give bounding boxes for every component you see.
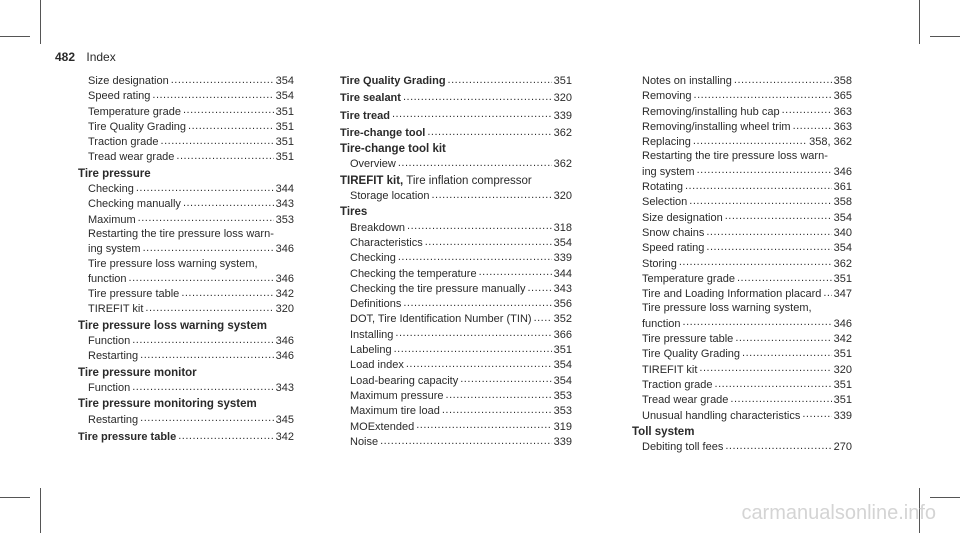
index-entry: Restarting ..... 345 [78,412,294,427]
index-entry: Traction grade ..... 351 [632,377,852,392]
crop-mark [930,497,960,498]
index-entry: Replacing ..... 358, 362 [632,134,852,149]
watermark: carmanualsonline.info [741,502,936,524]
index-entry-line: Restarting the tire pressure loss warn- [642,150,828,163]
index-column-2 [340,73,572,449]
crop-mark [930,36,960,37]
index-entry: Overview ..... 362 [340,156,572,171]
index-heading-entry: Tire sealant ..... 320 [340,90,572,105]
index-heading: Tires [340,206,368,219]
index-entry: function ..... 346 [78,271,294,286]
index-entry: Checking the tire pressure manually ..... 343 [340,281,572,296]
index-entry: Installing ..... 366 [340,327,572,342]
index-entry-line: Restarting the tire pressure loss warn- [88,227,274,240]
index-entry: Debiting toll fees ..... 270 [632,439,852,454]
index-entry: TIREFIT kit ..... 320 [78,301,294,316]
index-entry: Removing/installing hub cap ..... 363 [632,104,852,119]
index-entry: Tire Quality Grading ..... 351 [78,119,294,134]
index-entry: Tire and Loading Information placard ..... 347 [632,286,852,301]
index-entry: Removing ..... 365 [632,88,852,103]
index-entry: Load index ..... 354 [340,357,572,372]
index-entry: Speed rating ..... 354 [632,240,852,255]
section-title: Index [86,50,116,64]
index-entry-line: Tire pressure loss warning system, [88,257,258,270]
index-entry: Traction grade ..... 351 [78,134,294,149]
index-column-3 [632,73,852,454]
page-number: 482 [55,50,76,64]
index-entry: Tread wear grade ..... 351 [78,149,294,164]
index-entry: Function ..... 346 [78,333,294,348]
index-entry: Tire pressure table ..... 342 [78,286,294,301]
crop-mark [40,488,41,533]
index-entry: Size designation ..... 354 [632,210,852,225]
index-entry: Load-bearing capacity ..... 354 [340,373,572,388]
index-entry: Maximum pressure ..... 353 [340,388,572,403]
page-header [55,50,116,64]
index-heading-entry: Tire Quality Grading ..... 351 [340,73,572,88]
index-entry: Storage location ..... 320 [340,188,572,203]
index-heading: Tire pressure [78,167,151,180]
index-heading: Tire-change tool kit [340,143,446,156]
index-entry: Definitions ..... 356 [340,296,572,311]
crop-mark [919,0,920,44]
index-entry: Temperature grade ..... 351 [78,104,294,119]
index-heading: TIREFIT kit, Tire inflation compressor [340,174,532,187]
index-entry: Checking manually ..... 343 [78,196,294,211]
index-column-1 [78,73,294,444]
index-heading-entry: Tire tread ..... 339 [340,108,572,123]
index-heading-entry: Tire pressure table ..... 342 [78,429,294,444]
index-entry: Checking ..... 344 [78,181,294,196]
index-entry: Removing/installing wheel trim ..... 363 [632,119,852,134]
index-entry: Maximum tire load ..... 353 [340,403,572,418]
index-entry: Tire pressure table ..... 342 [632,331,852,346]
index-entry-line: Tire pressure loss warning system, [642,302,812,315]
index-entry: DOT, Tire Identification Number (TIN) ..... 352 [340,311,572,326]
index-entry: Speed rating ..... 354 [78,88,294,103]
index-entry: Temperature grade ..... 351 [632,271,852,286]
index-entry: Size designation ..... 354 [78,73,294,88]
index-entry: Selection ..... 358 [632,194,852,209]
index-entry: TIREFIT kit ..... 320 [632,362,852,377]
index-entry: ing system ..... 346 [78,241,294,256]
index-entry: Maximum ..... 353 [78,212,294,227]
index-entry: Checking the temperature ..... 344 [340,266,572,281]
index-heading-entry: Tire-change tool ..... 362 [340,125,572,140]
index-entry: Breakdown ..... 318 [340,220,572,235]
index-entry: Notes on installing ..... 358 [632,73,852,88]
crop-mark [0,497,30,498]
index-entry: Characteristics ..... 354 [340,235,572,250]
index-entry: Function ..... 343 [78,380,294,395]
index-heading: Tire pressure loss warning system [78,319,267,332]
index-entry: ing system ..... 346 [632,164,852,179]
crop-mark [0,36,30,37]
index-entry: Restarting ..... 346 [78,348,294,363]
index-entry: function ..... 346 [632,316,852,331]
index-entry: Tread wear grade ..... 351 [632,392,852,407]
index-heading: Tire pressure monitoring system [78,398,257,411]
index-entry: Snow chains ..... 340 [632,225,852,240]
index-entry: Labeling ..... 351 [340,342,572,357]
index-entry: Tire Quality Grading ..... 351 [632,346,852,361]
index-entry: Rotating ..... 361 [632,179,852,194]
index-entry: Checking ..... 339 [340,250,572,265]
index-entry: Unusual handling characteristics ..... 339 [632,408,852,423]
index-entry: MOExtended ..... 319 [340,419,572,434]
index-heading: Tire pressure monitor [78,366,197,379]
index-heading: Toll system [632,425,695,438]
index-entry: Noise ..... 339 [340,434,572,449]
index-entry: Storing ..... 362 [632,256,852,271]
crop-mark [40,0,41,44]
